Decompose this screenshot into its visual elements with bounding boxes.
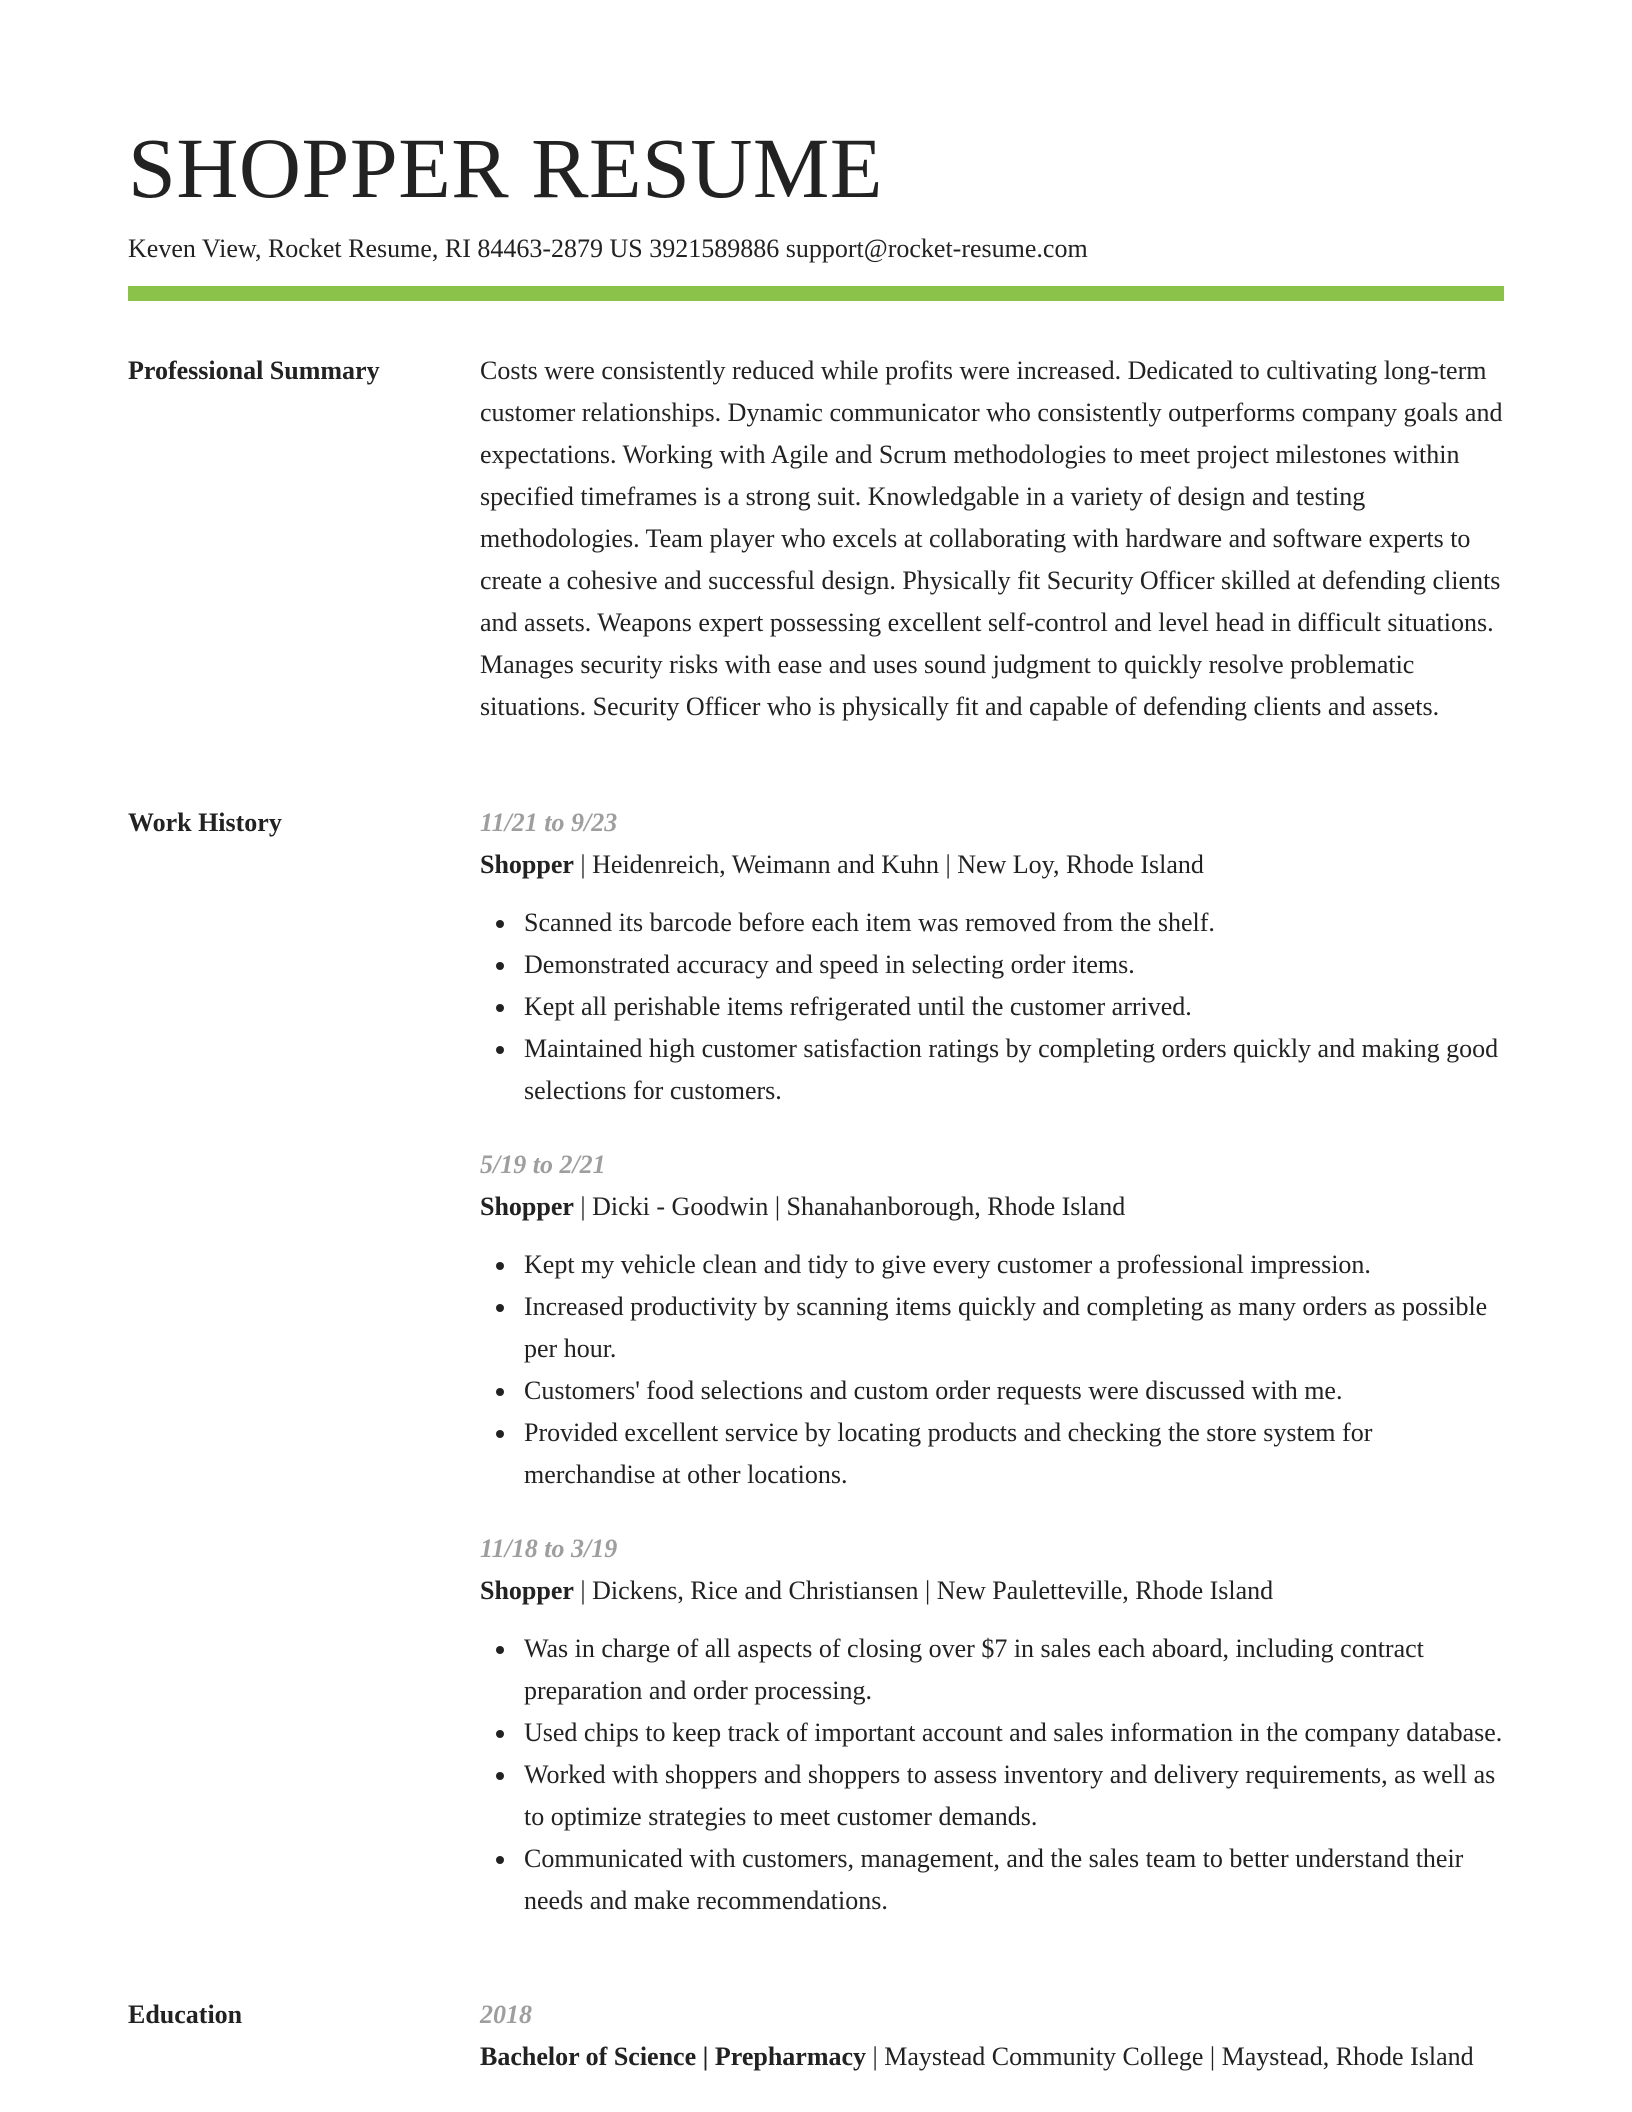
education-degree-line xyxy=(480,2036,1504,2078)
job-bullet: Increased productivity by scanning items quickly and completing as many orders as possible per hour. xyxy=(480,1286,1504,1370)
job-bullet: Provided excellent service by locating products and checking the store system for merchandise at other locations. xyxy=(480,1412,1504,1496)
job-details: | Heidenreich, Weimann and Kuhn | New Loy, Rhode Island xyxy=(573,850,1204,879)
education-year: 2018 xyxy=(480,2000,532,2029)
job-role: Shopper xyxy=(480,1192,574,1221)
job-bullet: Kept all perishable items refrigerated until the customer arrived. xyxy=(480,986,1504,1028)
job-details: | Dicki - Goodwin | Shanahanborough, Rhode Island xyxy=(573,1192,1126,1221)
summary-body xyxy=(480,350,1504,728)
resume-title: SHOPPER RESUME xyxy=(128,120,883,216)
job-title-line xyxy=(480,1186,1504,1228)
job-bullet: Used chips to keep track of important account and sales information in the company database. xyxy=(480,1712,1504,1754)
job-title-line xyxy=(480,1570,1504,1612)
job-bullet: Customers' food selections and custom order requests were discussed with me. xyxy=(480,1370,1504,1412)
job-dates: 5/19 to 2/21 xyxy=(480,1150,606,1179)
job-role: Shopper xyxy=(480,850,574,879)
degree-title: Bachelor of Science | Prepharmacy xyxy=(480,2042,867,2071)
job-bullets xyxy=(480,902,1504,1112)
job-details: | Dickens, Rice and Christiansen | New Pauletteville, Rhode Island xyxy=(573,1576,1274,1605)
job-entry xyxy=(480,1144,1504,1496)
job-dates: 11/18 to 3/19 xyxy=(480,1534,618,1563)
job-bullet: Communicated with customers, management, and the sales team to better understand their needs and make recommendations. xyxy=(480,1838,1504,1922)
education-body xyxy=(480,1994,1504,2078)
education-details: | Maystead Community College | Maystead, Rhode Island xyxy=(866,2042,1474,2071)
job-entry xyxy=(480,1528,1504,1922)
summary-heading: Professional Summary xyxy=(128,356,380,385)
summary-text: Costs were consistently reduced while profits were increased. Dedicated to cultivating long-term customer relationships. Dynamic communicator who consistently outperforms company goals and expectations. Working with Agile and Scrum methodologies to meet project milestones within specified timeframes is a strong suit. Knowledgable in a variety of design and testing methodologies. Team player who excels at collaborating with hardware and software experts to create a cohesive and successful design. Physically fit Security Officer skilled at defending clients and assets. Weapons expert possessing excellent self-control and level head in difficult situations. Manages security risks with ease and uses sound judgment to quickly resolve problematic situations. Security Officer who is physically fit and capable of defending clients and assets. xyxy=(480,356,1503,721)
education-heading: Education xyxy=(128,2000,243,2029)
work-history-body xyxy=(480,802,1504,1954)
job-role: Shopper xyxy=(480,1576,574,1605)
job-bullet: Demonstrated accuracy and speed in selecting order items. xyxy=(480,944,1504,986)
accent-divider xyxy=(128,286,1504,301)
job-bullet: Kept my vehicle clean and tidy to give every customer a professional impression. xyxy=(480,1244,1504,1286)
work-history-heading: Work History xyxy=(128,808,282,837)
job-entry xyxy=(480,802,1504,1112)
contact-line: Keven View, Rocket Resume, RI 84463-2879 US 3921589886 support@rocket-resume.com xyxy=(128,234,1088,263)
job-bullet: Was in charge of all aspects of closing over $7 in sales each aboard, including contract preparation and order processing. xyxy=(480,1628,1504,1712)
job-title-line xyxy=(480,844,1504,886)
job-bullet: Scanned its barcode before each item was removed from the shelf. xyxy=(480,902,1504,944)
job-dates: 11/21 to 9/23 xyxy=(480,808,618,837)
job-bullet: Maintained high customer satisfaction ratings by completing orders quickly and making good selections for customers. xyxy=(480,1028,1504,1112)
job-bullets xyxy=(480,1244,1504,1496)
job-bullet: Worked with shoppers and shoppers to assess inventory and delivery requirements, as well as to optimize strategies to meet customer demands. xyxy=(480,1754,1504,1838)
job-bullets xyxy=(480,1628,1504,1922)
